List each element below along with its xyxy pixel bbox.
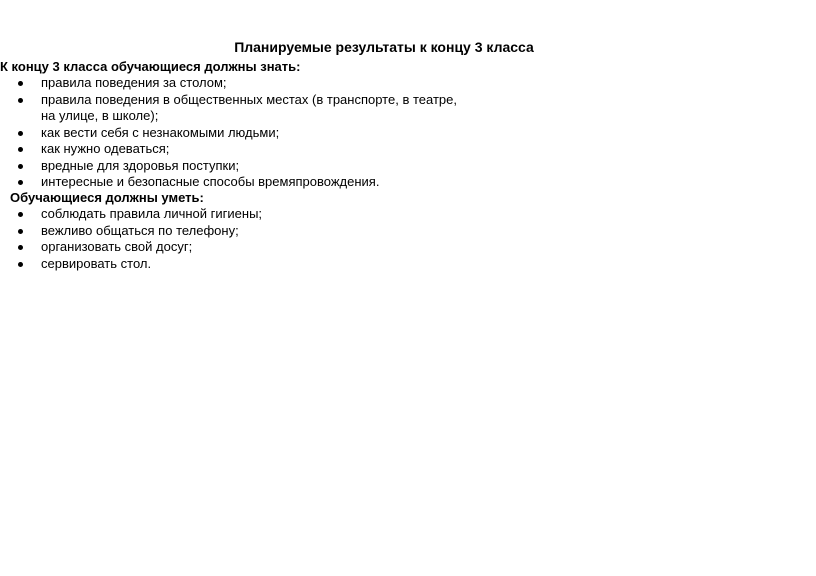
list-item	[0, 256, 461, 273]
bullet-icon	[18, 262, 23, 267]
bullet-icon	[18, 229, 23, 234]
list-item-text: как вести себя с незнакомыми людьми;	[41, 124, 280, 140]
list-item	[0, 206, 461, 223]
skills-list	[0, 206, 461, 272]
list-item-text: сервировать стол.	[41, 255, 152, 271]
bullet-icon	[18, 164, 23, 169]
knowledge-list	[0, 75, 461, 191]
list-item-text: правила поведения в общественных местах (в транспорте, в театре, на улице, в школе);	[41, 91, 457, 123]
bullet-icon	[18, 212, 23, 217]
list-item-text: как нужно одеваться;	[41, 141, 170, 156]
skills-heading: Обучающиеся должны уметь:	[10, 190, 204, 205]
bullet-icon	[18, 81, 23, 86]
bullet-icon	[18, 245, 23, 250]
list-item	[0, 75, 461, 92]
list-item	[0, 158, 461, 175]
list-item-text: соблюдать правила личной гигиены;	[41, 206, 263, 221]
knowledge-heading: К концу 3 класса обучающиеся должны знать:	[0, 59, 301, 74]
list-item	[0, 223, 461, 240]
list-item	[0, 92, 461, 125]
document-title: Планируемые результаты к концу 3 класса	[234, 39, 534, 55]
bullet-icon	[18, 147, 23, 152]
bullet-icon	[18, 180, 23, 185]
list-item-text: интересные и безопасные способы времяпровождения.	[41, 174, 380, 189]
list-item-text: вежливо общаться по телефону;	[41, 222, 239, 238]
list-item	[0, 239, 461, 256]
list-item-text: правила поведения за столом;	[41, 75, 227, 90]
bullet-icon	[18, 131, 23, 136]
list-item-text: организовать свой досуг;	[41, 239, 193, 254]
list-item	[0, 141, 461, 158]
bullet-icon	[18, 98, 23, 103]
list-item-text: вредные для здоровья поступки;	[41, 157, 240, 173]
list-item	[0, 125, 461, 142]
